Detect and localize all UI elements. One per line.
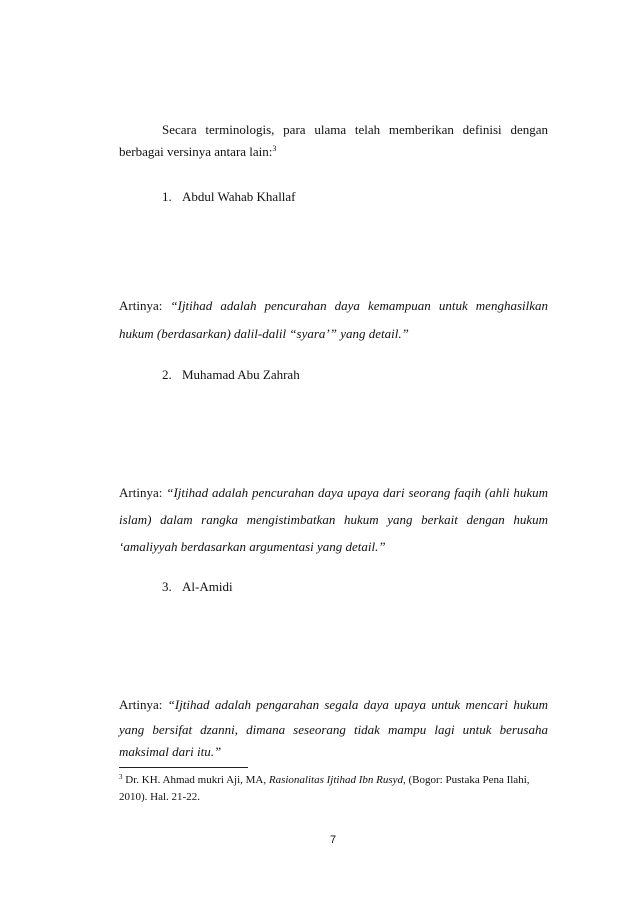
list-number: 3. [162, 579, 172, 594]
scholar-name: Muhamad Abu Zahrah [182, 367, 300, 382]
definition-1-heading [162, 189, 296, 205]
footnote-title: Rasionalitas Ijtihad Ibn Rusyd, [268, 774, 406, 786]
scholar-name: Abdul Wahab Khallaf [182, 189, 296, 204]
footnote-publisher: (Bogor: Pustaka Pena Ilahi, [405, 774, 530, 786]
footnote-number: 3 [119, 773, 123, 781]
translation-text: “Ijtihad adalah pengarahan segala daya upaya untuk mencari hukum [167, 697, 548, 712]
definition-3-heading [162, 579, 233, 595]
footnote-separator [119, 767, 248, 768]
artinya-label: Artinya: [119, 697, 163, 712]
footnote-reference: 3 [272, 144, 277, 153]
scholar-name: Al-Amidi [182, 579, 233, 594]
list-number: 2. [162, 367, 172, 382]
footnote-line-1 [119, 773, 530, 787]
footnote-line-2: 2010). Hal. 21-22. [119, 791, 200, 803]
definition-2-heading [162, 367, 300, 383]
definition-2-line-2: islam) dalam rangka mengistimbatkan hukum yang berkait dengan hukum [119, 512, 548, 527]
definition-3-line-2: yang bersifat dzanni, dimana seseorang tidak mampu lagi untuk berusaha [119, 722, 548, 737]
definition-3-line-1 [119, 697, 548, 713]
artinya-label: Artinya: [119, 298, 163, 313]
definition-1-line-2: hukum (berdasarkan) dalil-dalil “syara’” yang detail.” [119, 326, 409, 341]
footnote-author: Dr. KH. Ahmad mukri Aji, MA, [122, 774, 269, 786]
translation-text: “Ijtihad adalah pencurahan daya kemampuan untuk menghasilkan [170, 298, 548, 313]
page-number: 7 [330, 834, 337, 846]
intro-line-2-text: berbagai versinya antara lain: [119, 144, 273, 159]
list-number: 1. [162, 189, 172, 204]
artinya-label: Artinya: [119, 485, 163, 500]
definition-2-line-1 [119, 485, 548, 501]
intro-line-2 [119, 144, 276, 160]
definition-1-line-1 [119, 298, 548, 314]
intro-line-1: Secara terminologis, para ulama telah memberikan definisi dengan [162, 122, 548, 137]
definition-3-line-3: maksimal dari itu.” [119, 744, 222, 759]
definition-2-line-3: ‘amaliyyah berdasarkan argumentasi yang detail.” [119, 539, 386, 554]
translation-text: “Ijtihad adalah pencurahan daya upaya dari seorang faqih (ahli hukum [166, 485, 549, 500]
